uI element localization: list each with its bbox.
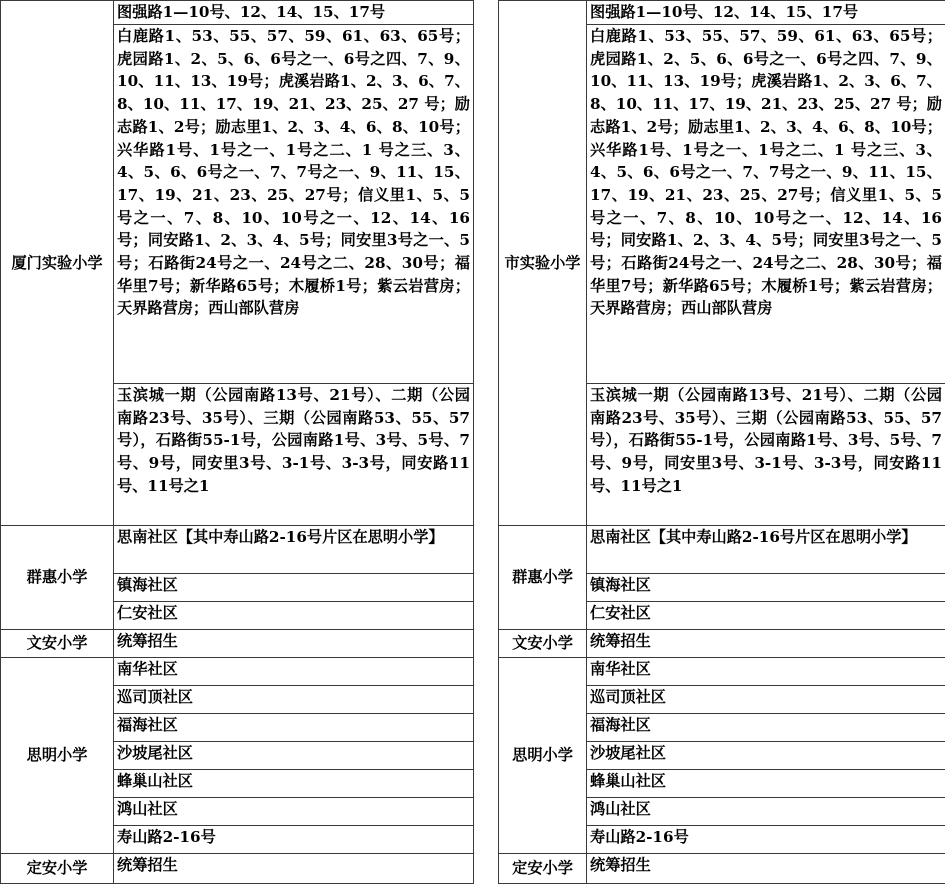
- address-cell: 白鹿路1、53、55、57、59、61、63、65号；虎园路1、2、5、6、6号之一、6号之四、7、9、10、11、13、19号；虎溪岩路1、2、3、6、7、8、10、11、17、19、21、23、25、27 号；励志路1、2号；励志里1、2、3、4、6、8、10号；兴华路1号、1号之一、1号之二、1 号之三、3、4、5、6、6号之一、7、7号之一、9、11、15、17、19、21、23、25、27号；信义里1、5、5号之一、7、8、10、10号之一、12、14、16号；同安路1、2、3、4、5号；同安里3号之一、5号；石路街24号之一、24号之二、28、30号；福华里7号；新华路65号；木履桥1号；紫云岩营房；天界路营房；西山部队营房: [587, 25, 945, 384]
- school-name-cell: 定安小学: [1, 854, 114, 884]
- address-cell: 巡司顶社区: [587, 686, 945, 714]
- column-gap: [474, 1, 499, 854]
- school-name-cell: 思明小学: [1, 658, 114, 854]
- address-cell: 玉滨城一期（公园南路13号、21号）、二期（公园南路23号、35号）、三期（公园南路53、55、57号），石路街55-1号，公园南路1号、3号、5号、7号、9号，同安里3号、3-1号、3-3号，同安路11号、11号之1: [587, 384, 945, 526]
- school-name-cell: 市实验小学: [499, 1, 587, 526]
- address-cell: 蜂巢山社区: [587, 770, 945, 798]
- address-cell: 仁安社区: [114, 602, 474, 630]
- address-cell: 思南社区【其中寿山路2-16号片区在思明小学】: [114, 526, 474, 574]
- school-name-cell: 群惠小学: [499, 526, 587, 630]
- school-name-cell: 群惠小学: [1, 526, 114, 630]
- school-name-cell: 思明小学: [499, 658, 587, 854]
- address-cell: 福海社区: [114, 714, 474, 742]
- address-cell: 图强路1—10号、12、14、15、17号: [114, 1, 474, 25]
- address-cell: 仁安社区: [587, 602, 945, 630]
- school-name-cell: 厦门实验小学: [1, 1, 114, 526]
- address-cell: 统筹招生: [587, 630, 945, 658]
- address-cell: 镇海社区: [114, 574, 474, 602]
- address-cell: 统筹招生: [587, 854, 945, 884]
- address-cell: 图强路1—10号、12、14、15、17号: [587, 1, 945, 25]
- address-cell: 鸿山社区: [114, 798, 474, 826]
- address-cell: 鸿山社区: [587, 798, 945, 826]
- school-name-cell: 定安小学: [499, 854, 587, 884]
- address-cell: 南华社区: [587, 658, 945, 686]
- address-cell: 沙坡尾社区: [114, 742, 474, 770]
- address-cell: 福海社区: [587, 714, 945, 742]
- address-cell: 玉滨城一期（公园南路13号、21号）、二期（公园南路23号、35号）、三期（公园南路53、55、57号），石路街55-1号，公园南路1号、3号、5号、7号、9号，同安里3号、3-1号、3-3号，同安路11号、11号之1: [114, 384, 474, 526]
- column-gap: [474, 854, 499, 884]
- address-cell: 蜂巢山社区: [114, 770, 474, 798]
- address-cell: 沙坡尾社区: [587, 742, 945, 770]
- address-cell: 统筹招生: [114, 630, 474, 658]
- address-cell: 统筹招生: [114, 854, 474, 884]
- address-cell: 南华社区: [114, 658, 474, 686]
- school-name-cell: 文安小学: [499, 630, 587, 658]
- school-name-cell: 文安小学: [1, 630, 114, 658]
- address-cell: 寿山路2-16号: [114, 826, 474, 854]
- address-cell: 镇海社区: [587, 574, 945, 602]
- address-cell: 白鹿路1、53、55、57、59、61、63、65号；虎园路1、2、5、6、6号之一、6号之四、7、9、10、11、13、19号；虎溪岩路1、2、3、6、7、8、10、11、17、19、21、23、25、27 号；励志路1、2号；励志里1、2、3、4、6、8、10号；兴华路1号、1号之一、1号之二、1 号之三、3、4、5、6、6号之一、7、7号之一、9、11、15、17、19、21、23、25、27号；信义里1、5、5号之一、7、8、10、10号之一、12、14、16号；同安路1、2、3、4、5号；同安里3号之一、5号；石路街24号之一、24号之二、28、30号；福华里7号；新华路65号；木履桥1号；紫云岩营房；天界路营房；西山部队营房: [114, 25, 474, 384]
- address-cell: 巡司顶社区: [114, 686, 474, 714]
- address-cell: 思南社区【其中寿山路2-16号片区在思明小学】: [587, 526, 945, 574]
- address-cell: 寿山路2-16号: [587, 826, 945, 854]
